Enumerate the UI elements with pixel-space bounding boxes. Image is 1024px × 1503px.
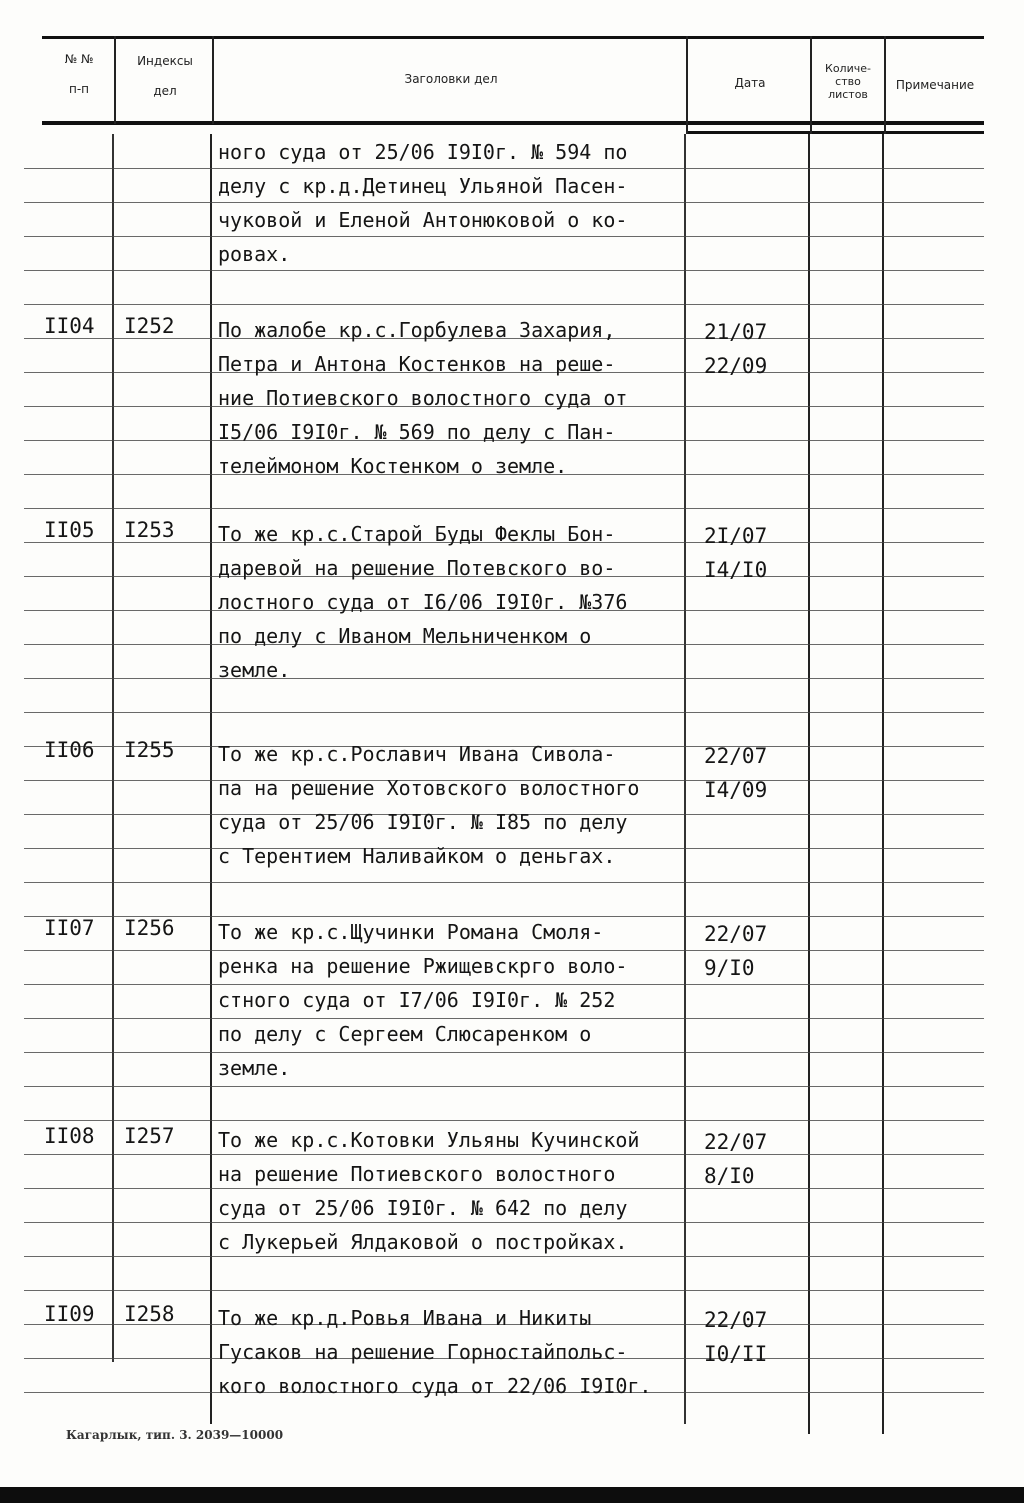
header-sheets-line3: листов xyxy=(828,88,868,101)
entry-title-line: ного суда от 25/06 I9I0г. № 594 по xyxy=(218,140,628,164)
ruled-line xyxy=(24,1120,984,1121)
header-sheets-col xyxy=(812,62,884,101)
entry-index: I258 xyxy=(124,1302,175,1326)
entry-number: II06 xyxy=(44,738,95,762)
entry-date: 22/07 xyxy=(704,922,768,946)
entry-title-line: по делу с Иваном Мельниченком о xyxy=(218,624,592,648)
ruled-line xyxy=(24,1290,984,1291)
entry-number: II04 xyxy=(44,314,95,338)
body-divider-1 xyxy=(112,134,114,1362)
entry-title-line: То же кр.д.Ровья Ивана и Никиты xyxy=(218,1306,592,1330)
entry-number: II07 xyxy=(44,916,95,940)
ruled-line xyxy=(24,1154,984,1155)
entry-title-line: земле. xyxy=(218,658,291,682)
entry-number: II09 xyxy=(44,1302,95,1326)
entry-title-line: То же кр.с.Старой Буды Феклы Бон- xyxy=(218,522,616,546)
ruled-line xyxy=(24,168,984,169)
header-note-col: Примечание xyxy=(895,78,975,92)
ruled-line xyxy=(24,1222,984,1223)
header-number-line2: п-п xyxy=(68,82,90,96)
entry-title-line: лостного суда от I6/06 I9I0г. №376 xyxy=(218,590,628,614)
entry-title-line: чуковой и Еленой Антонюковой о ко- xyxy=(218,208,628,232)
entry-title-line: I5/06 I9I0г. № 569 по делу с Пан- xyxy=(218,420,616,444)
entry-date: I4/I0 xyxy=(704,558,768,582)
entry-title-line: По жалобе кр.с.Горбулева Захария, xyxy=(218,318,616,342)
entry-title-line: Петра и Антона Костенков на реше- xyxy=(218,352,616,376)
entry-date: I0/II xyxy=(704,1342,768,1366)
entry-title-line: ренка на решение Ржищевскрго воло- xyxy=(218,954,628,978)
header-number-line1: № № xyxy=(64,52,94,66)
ruled-line xyxy=(24,1052,984,1053)
entry-title-line: земле. xyxy=(218,1056,291,1080)
entry-title-line: телеймоном Костенком о земле. xyxy=(218,454,568,478)
header-sheets-line2: ство xyxy=(835,75,861,88)
header-titles-col: Заголовки дел xyxy=(404,72,498,86)
entry-date: 9/I0 xyxy=(704,956,755,980)
ruled-line xyxy=(24,984,984,985)
entry-title-line: То же кр.с.Щучинки Романа Смоля- xyxy=(218,920,604,944)
header-index-line2: дел xyxy=(153,84,177,98)
entry-title-line: кого волостного суда от 22/06 I9I0г. xyxy=(218,1374,652,1398)
header-number-col xyxy=(44,50,114,98)
entry-index: I256 xyxy=(124,916,175,940)
header-divider-2 xyxy=(212,36,214,124)
ruled-line xyxy=(24,202,984,203)
entry-index: I257 xyxy=(124,1124,175,1148)
entry-title-line: суда от 25/06 I9I0г. № I85 по делу xyxy=(218,810,628,834)
entry-title-line: ровах. xyxy=(218,242,291,266)
ruled-line xyxy=(24,1256,984,1257)
ruled-line xyxy=(24,1188,984,1189)
body-divider-3 xyxy=(684,134,686,1424)
entry-index: I255 xyxy=(124,738,175,762)
header-sheets-line1: Количе- xyxy=(825,62,871,75)
entry-title-line: ние Потиевского волостного суда от xyxy=(218,386,628,410)
body-divider-5 xyxy=(882,134,884,1434)
entry-date: 21/07 xyxy=(704,320,768,344)
entry-title-line: по делу с Сергеем Слюсаренком о xyxy=(218,1022,592,1046)
entry-date: 2I/07 xyxy=(704,524,768,548)
entry-title-line: Гусаков на решение Горностайпольс- xyxy=(218,1340,628,1364)
ruled-line xyxy=(24,1086,984,1087)
ruled-line xyxy=(24,270,984,271)
entry-title-line: с Лукерьей Ялдаковой о постройках. xyxy=(218,1230,628,1254)
ruled-line xyxy=(24,712,984,713)
header-divider-3 xyxy=(686,36,688,134)
ruled-line xyxy=(24,1018,984,1019)
entry-title-line: па на решение Хотовского волостного xyxy=(218,776,640,800)
entry-date: 22/07 xyxy=(704,744,768,768)
scan-bottom-edge xyxy=(0,1487,1024,1503)
header-bottom-rule xyxy=(42,121,984,125)
entry-title-line: То же кр.с.Котовки Ульяны Кучинской xyxy=(218,1128,640,1152)
entry-date: 22/07 xyxy=(704,1130,768,1154)
header-index-col xyxy=(118,52,212,100)
header-divider-1 xyxy=(114,36,116,124)
entry-title-line: делу с кр.д.Детинец Ульяной Пасен- xyxy=(218,174,628,198)
ruled-line xyxy=(24,304,984,305)
body-divider-2 xyxy=(210,134,212,1424)
ruled-line xyxy=(24,950,984,951)
entry-title-line: даревой на решение Потевского во- xyxy=(218,556,616,580)
printer-imprint: Кагарлык, тип. 3. 2039—10000 xyxy=(66,1428,284,1442)
entry-title-line: суда от 25/06 I9I0г. № 642 по делу xyxy=(218,1196,628,1220)
entry-number: II05 xyxy=(44,518,95,542)
ruled-line xyxy=(24,882,984,883)
entry-index: I253 xyxy=(124,518,175,542)
entry-date: 22/07 xyxy=(704,1308,768,1332)
entry-date: 22/09 xyxy=(704,354,768,378)
entry-date: I4/09 xyxy=(704,778,768,802)
ruled-line xyxy=(24,678,984,679)
entry-number: II08 xyxy=(44,1124,95,1148)
header-top-rule xyxy=(42,36,984,39)
entry-title-line: стного суда от I7/06 I9I0г. № 252 xyxy=(218,988,616,1012)
header-bottom-rule-right xyxy=(686,131,984,134)
ruled-line xyxy=(24,236,984,237)
header-index-line1: Индексы xyxy=(137,54,193,68)
entry-title-line: на решение Потиевского волостного xyxy=(218,1162,616,1186)
entry-date: 8/I0 xyxy=(704,1164,755,1188)
header-date-col: Дата xyxy=(734,76,766,90)
body-divider-4 xyxy=(808,134,810,1434)
entry-title-line: с Терентием Наливайком о деньгах. xyxy=(218,844,616,868)
entry-title-line: То же кр.с.Рославич Ивана Сивола- xyxy=(218,742,616,766)
entry-index: I252 xyxy=(124,314,175,338)
ruled-line xyxy=(24,508,984,509)
